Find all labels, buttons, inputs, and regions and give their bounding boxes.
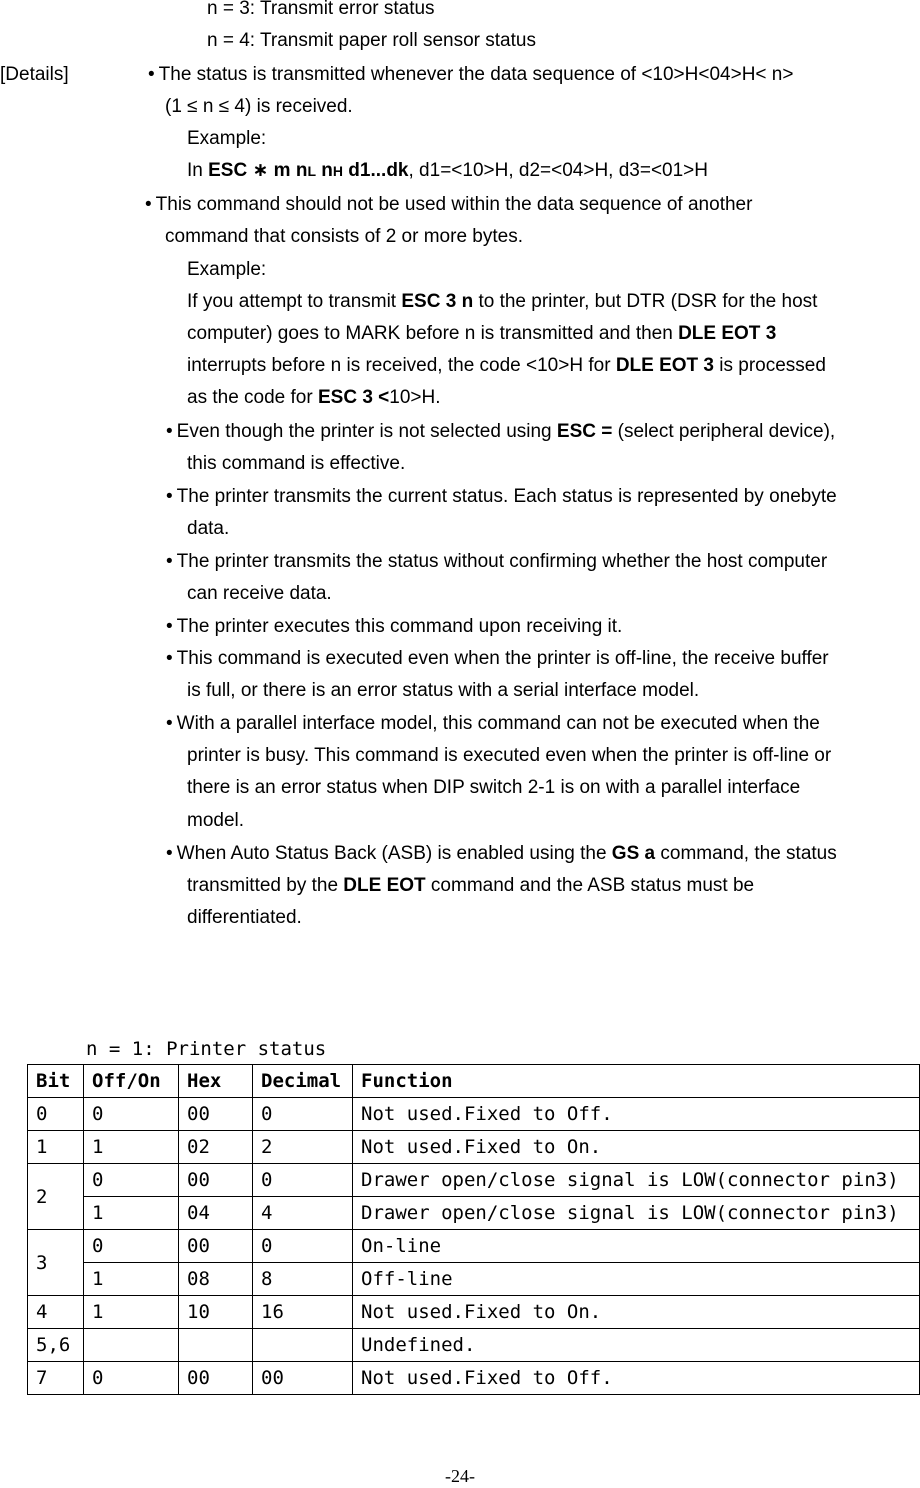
header-bit: Bit bbox=[28, 1065, 84, 1098]
cell-function: Not used.Fixed to Off. bbox=[353, 1098, 920, 1131]
cell-function: Drawer open/close signal is LOW(connector pin3) bbox=[353, 1164, 920, 1197]
header-hex: Hex bbox=[179, 1065, 253, 1098]
cell-hex: 00 bbox=[179, 1098, 253, 1131]
header-function: Function bbox=[353, 1065, 920, 1098]
details-bullet-7-cont: is full, or there is an error status with a serial interface model. bbox=[187, 680, 700, 701]
cell-off-on: 1 bbox=[84, 1197, 179, 1230]
details-bullet-8-cont-3: model. bbox=[187, 810, 245, 831]
example-label-2: Example: bbox=[187, 259, 267, 280]
n3-line: n = 3: Transmit error status bbox=[207, 0, 435, 19]
cell-hex: 00 bbox=[179, 1362, 253, 1395]
cell-decimal: 00 bbox=[253, 1362, 353, 1395]
header-off-on: Off/On bbox=[84, 1065, 179, 1098]
header-decimal: Decimal bbox=[253, 1065, 353, 1098]
table-header-row bbox=[28, 1065, 920, 1098]
cell-function: Drawer open/close signal is LOW(connector pin3) bbox=[353, 1197, 920, 1230]
table-row bbox=[28, 1197, 920, 1230]
details-bullet-9-cont-2: differentiated. bbox=[187, 907, 302, 928]
example-label-1: Example: bbox=[187, 128, 267, 149]
details-bullet-1-cont: (1 ≤ n ≤ 4) is received. bbox=[165, 96, 353, 117]
table-row bbox=[28, 1296, 920, 1329]
cell-decimal: 2 bbox=[253, 1131, 353, 1164]
cell-off-on: 0 bbox=[84, 1362, 179, 1395]
details-bullet-5: • The printer transmits the status without confirming whether the host computer bbox=[166, 551, 827, 573]
cell-decimal: 0 bbox=[253, 1098, 353, 1131]
cell-decimal: 16 bbox=[253, 1296, 353, 1329]
details-bullet-9: • When Auto Status Back (ASB) is enabled using the GS a command, the status bbox=[166, 843, 837, 865]
cell-hex: 04 bbox=[179, 1197, 253, 1230]
page-number: -24- bbox=[445, 1466, 475, 1486]
cell-decimal: 8 bbox=[253, 1263, 353, 1296]
details-bullet-2-cont: command that consists of 2 or more bytes. bbox=[165, 226, 523, 247]
cell-off-on: 1 bbox=[84, 1263, 179, 1296]
cell-decimal: 0 bbox=[253, 1230, 353, 1263]
example-2-line-1: If you attempt to transmit ESC 3 n to the printer, but DTR (DSR for the host bbox=[187, 291, 818, 312]
cell-off-on: 0 bbox=[84, 1164, 179, 1197]
cell-function: Not used.Fixed to On. bbox=[353, 1131, 920, 1164]
cell-function: On-line bbox=[353, 1230, 920, 1263]
details-bullet-7: • This command is executed even when the printer is off-line, the receive buffer bbox=[166, 648, 829, 670]
details-bullet-3: • Even though the printer is not selected using ESC = (select peripheral device), bbox=[166, 421, 835, 443]
example-2-line-2: computer) goes to MARK before n is transmitted and then DLE EOT 3 bbox=[187, 323, 777, 344]
details-bullet-8: • With a parallel interface model, this command can not be executed when the bbox=[166, 713, 820, 735]
cell-bit: 7 bbox=[28, 1362, 84, 1395]
cell-hex: 02 bbox=[179, 1131, 253, 1164]
cell-off-on: 0 bbox=[84, 1098, 179, 1131]
cell-decimal bbox=[253, 1329, 353, 1362]
table-row bbox=[28, 1098, 920, 1131]
table-row bbox=[28, 1164, 920, 1197]
details-bullet-9-cont-1: transmitted by the DLE EOT command and the ASB status must be bbox=[187, 875, 755, 896]
cell-decimal: 0 bbox=[253, 1164, 353, 1197]
cell-hex: 00 bbox=[179, 1164, 253, 1197]
details-bullet-5-cont: can receive data. bbox=[187, 583, 332, 604]
cell-bit: 0 bbox=[28, 1098, 84, 1131]
cell-off-on: 0 bbox=[84, 1230, 179, 1263]
table-row bbox=[28, 1329, 920, 1362]
cell-bit: 2 bbox=[28, 1164, 84, 1230]
n4-line: n = 4: Transmit paper roll sensor status bbox=[207, 30, 536, 51]
details-bullet-4: • The printer transmits the current status. Each status is represented by onebyte bbox=[166, 486, 837, 508]
cell-off-on: 1 bbox=[84, 1131, 179, 1164]
details-bullet-8-cont-2: there is an error status when DIP switch 2-1 is on with a parallel interface bbox=[187, 777, 801, 798]
cell-function: Off-line bbox=[353, 1263, 920, 1296]
cell-hex: 10 bbox=[179, 1296, 253, 1329]
cell-hex: 00 bbox=[179, 1230, 253, 1263]
cell-bit: 1 bbox=[28, 1131, 84, 1164]
example-2-line-3: interrupts before n is received, the code <10>H for DLE EOT 3 is processed bbox=[187, 355, 826, 376]
cell-bit: 4 bbox=[28, 1296, 84, 1329]
cell-hex: 08 bbox=[179, 1263, 253, 1296]
table-row bbox=[28, 1230, 920, 1263]
example-1-text: In ESC ∗ m nL nH d1...dk, d1=<10>H, d2=<04>H, d3=<01>H bbox=[187, 160, 709, 181]
table-row bbox=[28, 1362, 920, 1395]
details-label: [Details] bbox=[0, 64, 69, 85]
details-bullet-4-cont: data. bbox=[187, 518, 230, 539]
cell-bit: 3 bbox=[28, 1230, 84, 1296]
cell-function: Not used.Fixed to On. bbox=[353, 1296, 920, 1329]
table-row bbox=[28, 1263, 920, 1296]
cell-hex bbox=[179, 1329, 253, 1362]
details-bullet-1: • The status is transmitted whenever the data sequence of <10>H<04>H< n> bbox=[148, 64, 793, 86]
cell-off-on: 1 bbox=[84, 1296, 179, 1329]
details-bullet-6: • The printer executes this command upon receiving it. bbox=[166, 616, 622, 638]
details-bullet-8-cont-1: printer is busy. This command is executed even when the printer is off-line or bbox=[187, 745, 832, 766]
table-caption: n = 1: Printer status bbox=[86, 1038, 327, 1060]
printer-status-table bbox=[27, 1064, 920, 1395]
cell-decimal: 4 bbox=[253, 1197, 353, 1230]
cell-off-on bbox=[84, 1329, 179, 1362]
cell-function: Not used.Fixed to Off. bbox=[353, 1362, 920, 1395]
example-2-line-4: as the code for ESC 3 <10>H. bbox=[187, 387, 441, 408]
details-bullet-2: • This command should not be used within the data sequence of another bbox=[145, 194, 752, 216]
table-row bbox=[28, 1131, 920, 1164]
cell-bit: 5,6 bbox=[28, 1329, 84, 1362]
cell-function: Undefined. bbox=[353, 1329, 920, 1362]
details-bullet-3-cont: this command is effective. bbox=[187, 453, 406, 474]
